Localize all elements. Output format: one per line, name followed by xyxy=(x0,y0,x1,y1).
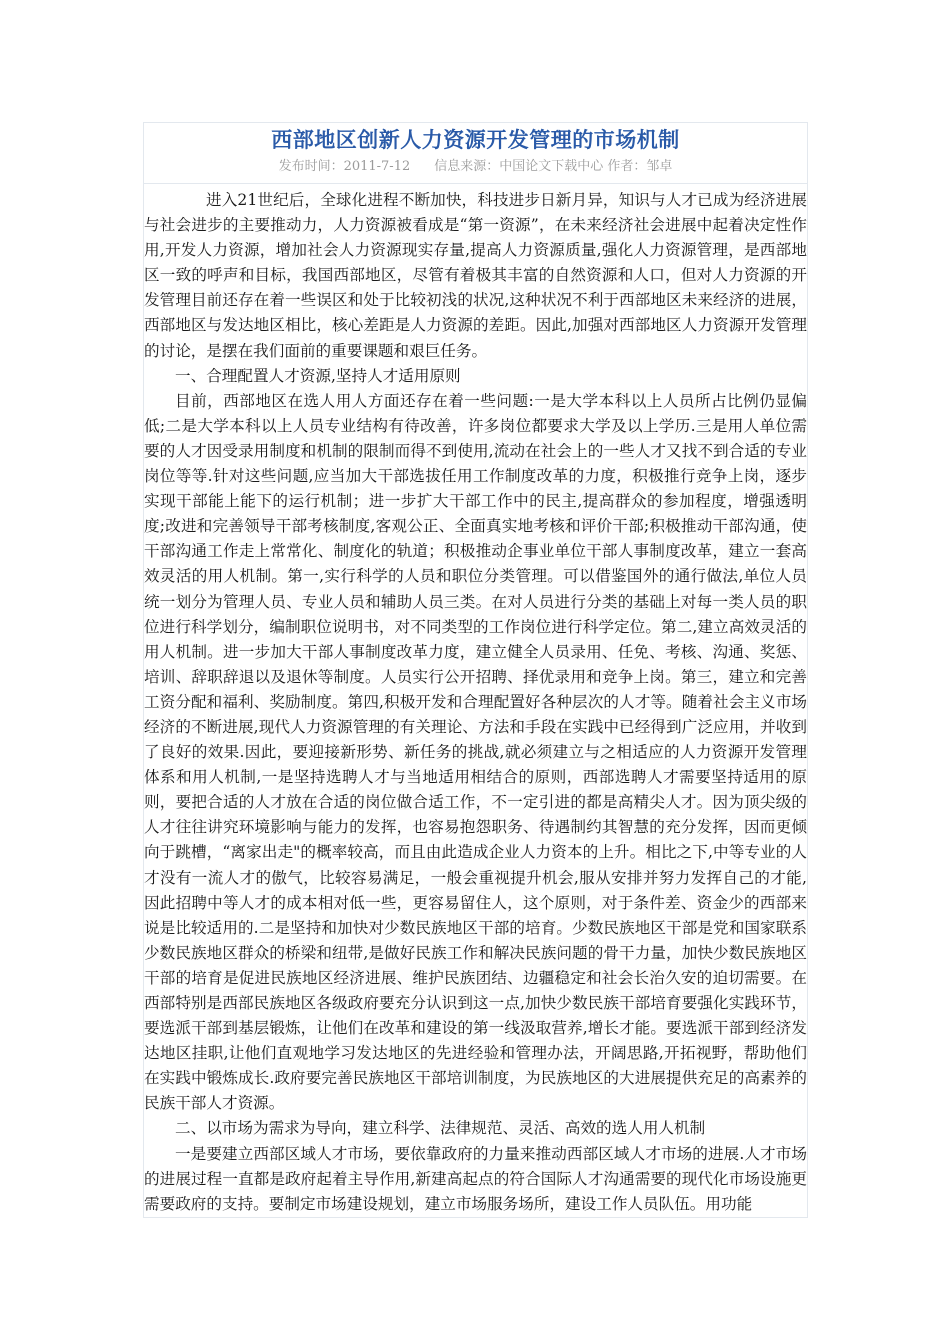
paragraph-intro: 进入21世纪后，全球化进程不断加快，科技进步日新月异，知识与人才已成为经济进展与社会进步的主要推动力，人力资源被看成是“第一资源”，在未来经济社会进展中起着决定性作用,开发人力资源，增加社会人力资源现实存量,提高人力资源质量,强化人力资源管理，是西部地区一致的呼声和目标，我国西部地区，尽管有着极其丰富的自然资源和人口，但对人力资源的开发管理目前还存在着一些误区和处于比较初浅的状况,这种状况不利于西部地区未来经济的进展，西部地区与发达地区相比，核心差距是人力资源的差距。因此,加强对西部地区人力资源开发管理的讨论，是摆在我们面前的重要课题和艰巨任务。 xyxy=(144,191,807,360)
info-source: 信息来源：中国论文下载中心 xyxy=(434,159,604,174)
article xyxy=(143,122,808,1218)
author: 作者：邹卓 xyxy=(607,159,673,174)
article-header xyxy=(143,122,808,183)
article-meta xyxy=(144,157,807,177)
section-heading-1: 一、合理配置人才资源,坚持人才适用原则 xyxy=(175,366,461,385)
article-body xyxy=(143,183,808,1218)
paragraph-section-2: 一是要建立西部区域人才市场，要依靠政府的力量来推动西部区域人才市场的进展.人才市场的进展过程一直都是政府起着主导作用,新建高起点的符合国际人才沟通需要的现代化市场设施更需要政府的支持。要制定市场建设规划，建立市场服务场所，建设工作人员队伍。用功能 xyxy=(144,1144,807,1213)
article-title: 西部地区创新人力资源开发管理的市场机制 xyxy=(271,127,680,152)
paragraph-section-1: 目前，西部地区在选人用人方面还存在着一些问题:一是大学本科以上人员所占比例仍显偏低;二是大学本科以上人员专业结构有待改善，许多岗位都要求大学及以上学历.三是用人单位需要的人才因受录用制度和机制的限制而得不到使用,流动在社会上的一些人才又找不到合适的专业岗位等等.针对这些问题,应当加大干部选拔任用工作制度改革的力度，积极推行竞争上岗，逐步实现干部能上能下的运行机制；进一步扩大干部工作中的民主,提高群众的参加程度，增强透明度;改进和完善领导干部考核制度,客观公正、全面真实地考核和评价干部;积极推动干部沟通，使干部沟通工作走上常常化、制度化的轨道；积极推动企事业单位干部人事制度改革，建立一套高效灵活的用人机制。第一,实行科学的人员和职位分类管理。可以借鉴国外的通行做法,单位人员统一划分为管理人员、专业人员和辅助人员三类。在对人员进行分类的基础上对每一类人员的职位进行科学划分，编制职位说明书，对不同类型的工作岗位进行科学定位。第二,建立高效灵活的用人机制。进一步加大干部人事制度改革力度，建立健全人员录用、任免、考核、沟通、奖惩、培训、辞职辞退以及退休等制度。人员实行公开招聘、择优录用和竞争上岗。第三，建立和完善工资分配和福利、奖励制度。第四,积极开发和合理配置好各种层次的人才等。随着社会主义市场经济的不断进展,现代人力资源管理的有关理论、方法和手段在实践中已经得到广泛应用，并收到了良好的效果.因此，要迎接新形势、新任务的挑战,就必须建立与之相适应的人力资源开发管理体系和用人机制,一是坚持选聘人才与当地适用相结合的原则，西部选聘人才需要坚持适用的原则，要把合适的人才放在合适的岗位做合适工作，不一定引进的都是高精尖人才。因为顶尖级的人才往往讲究环境影响与能力的发挥，也容易抱怨职务、待遇制约其智慧的充分发挥，因而更倾向于跳槽，“离家出走"的概率较高，而且由此造成企业人力资本的上升。相比之下,中等专业的人才没有一流人才的傲气，比较容易满足，一般会重视提升机会,服从安排并努力发挥自己的才能,因此招聘中等人才的成本相对低一些，更容易留住人，这个原则，对于条件差、资金少的西部来说是比较适用的.二是坚持和加快对少数民族地区干部的培育。少数民族地区干部是党和国家联系少数民族地区群众的桥梁和纽带,是做好民族工作和解决民族问题的骨干力量，加快少数民族地区干部的培育是促进民族地区经济进展、维护民族团结、边疆稳定和社会长治久安的迫切需要。在西部特别是西部民族地区各级政府要充分认识到这一点,加快少数民族干部培育要强化实践环节，要选派干部到基层锻炼，让他们在改革和建设的第一线汲取营养,增长才能。要选派干部到经济发达地区挂职,让他们直观地学习发达地区的先进经验和管理办法，开阔思路,开拓视野，帮助他们在实践中锻炼成长.政府要完善民族地区干部培训制度，为民族地区的大进展提供充足的高素养的民族干部人才资源。 xyxy=(144,391,807,1113)
section-heading-2: 二、以市场为需求为导向，建立科学、法律规范、灵活、高效的选人用人机制 xyxy=(175,1119,706,1138)
publish-date: 发布时间：2011-7-12 xyxy=(278,159,411,174)
